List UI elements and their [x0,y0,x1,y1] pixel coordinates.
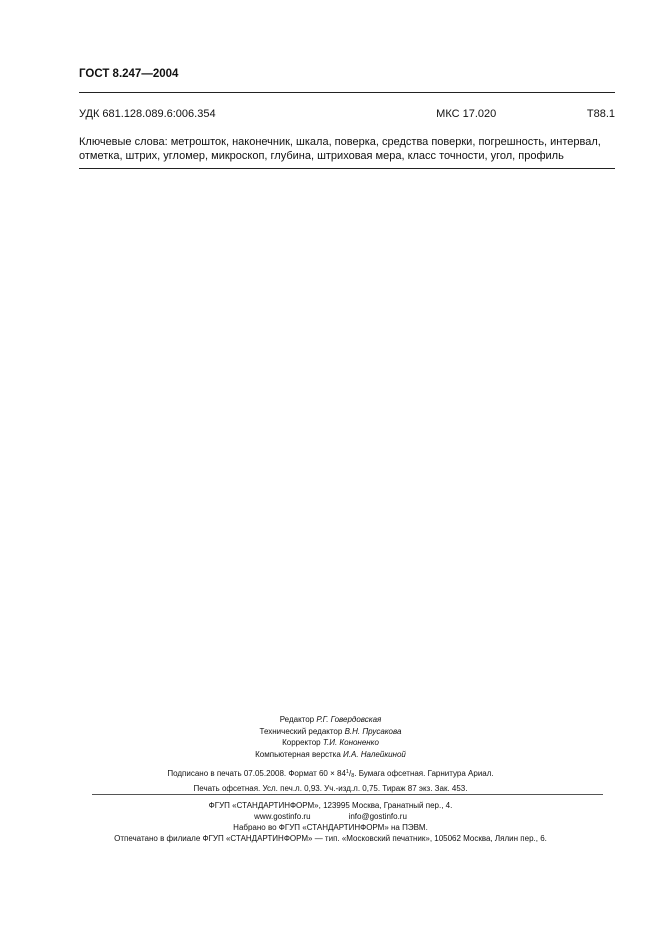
credit-role: Компьютерная верстка [255,749,341,759]
publisher-email: info@gostinfo.ru [348,812,407,821]
print-divider [92,794,603,795]
classification-row [79,108,615,120]
keywords-divider [79,168,615,169]
document-code: ГОСТ 8.247—2004 [79,68,179,80]
credit-name: В.Н. Прусакова [344,726,402,736]
credits-block [0,714,661,760]
credit-role: Технический редактор [259,726,343,736]
credit-name: И.А. Налейкиной [343,749,406,759]
credit-role: Редактор [279,715,315,724]
mks-code: МКС 17.020 [436,108,497,120]
print-info-block [0,767,661,794]
credit-name: Р.Г. Говердовская [316,715,382,724]
publisher-address: ФГУП «СТАНДАРТИНФОРМ», 123995 Москва, Гранатный пер., 4. [208,801,453,810]
print-info-line-1: Подписано в печать 07.05.2008. Формат $60 \times 84^1/_8$. Бумага офсетная. Гарнитура Ариал. [167,769,494,779]
publisher-block [0,800,661,844]
header-divider [79,92,615,93]
credit-role: Корректор [282,738,321,747]
keywords-text: Ключевые слова: метрошток, наконечник, шкала, поверка, средства поверки, погрешность, интервал, отметка, штрих, угломер, микроскоп, глубина, штриховая мера, класс точности, угол, профиль [79,136,601,162]
format-numerator: 1 [345,769,349,775]
credit-layout [0,749,661,761]
format-denominator: 8 [351,773,355,779]
udk-code: УДК 681.128.089.6:006.354 [79,108,216,120]
okstu-group: Т88.1 [586,108,615,120]
publisher-website: www.gostinfo.ru [254,812,311,821]
print-info-line-2: Печать офсетная. Усл. печ.л. 0,93. Уч.-изд.л. 0,75. Тираж 87 экз. Зак. 453. [193,783,468,793]
credit-editor [0,714,661,726]
printed-note: Отпечатано в филиале ФГУП «СТАНДАРТИНФОРМ» — тип. «Московский печатник», 105062 Москва, Лялин пер., 6. [114,834,547,843]
print-paper-text: . Бумага офсетная. Гарнитура Ариал. [354,769,494,778]
publisher-contacts [0,811,661,822]
credit-tech-editor [0,726,661,738]
credit-name: Т.И. Кононенко [322,738,379,747]
typeset-note: Набрано во ФГУП «СТАНДАРТИНФОРМ» на ПЭВМ. [233,823,428,832]
credit-corrector [0,737,661,749]
print-format-text: Подписано в печать 07.05.2008. Формат 60 × 84 [167,769,346,778]
